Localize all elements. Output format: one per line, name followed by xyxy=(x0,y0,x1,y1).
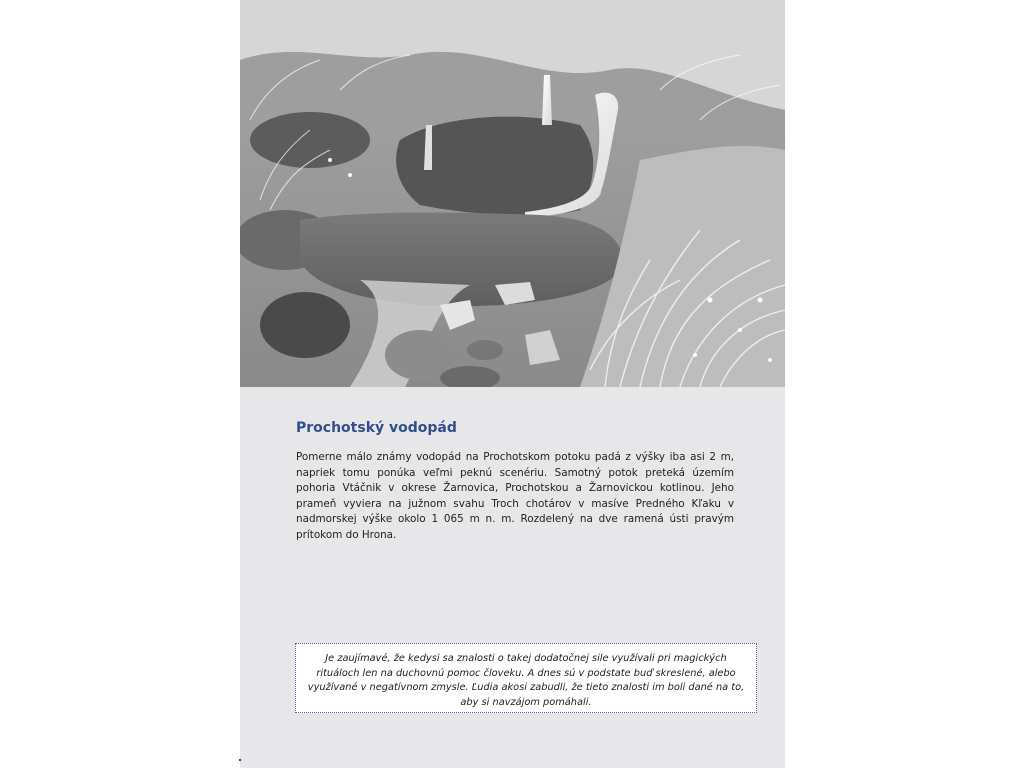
waterfall-photo xyxy=(240,0,785,387)
article-title: Prochotský vodopád xyxy=(296,420,457,436)
quote-box xyxy=(295,643,757,713)
article-content xyxy=(296,418,734,544)
article-paragraph: Pomerne málo známy vodopád na Prochotskom potoku padá z výšky iba asi 2 m, napriek tomu ponúka veľmi peknú scenériu. Samotný potok preteká územím pohoria Vtáčnik v okrese Žarnovica, Prochotskou a Žarnovickou kotlinou. Jeho prameň vyviera na južnom svahu Troch chotárov v masíve Predného Kľaku v nadmorskej výške okolo 1 065 m n. m. Rozdelený na dve ramená ústi pravým prítokom do Hrona. xyxy=(296,451,734,541)
quote-text: Je zaujímavé, že kedysi sa znalosti o takej dodatočnej sile využívali pri magických rituáloch len na duchovnú pomoc človeku. A dnes sú v podstate buď skreslené, alebo využívané v negatívnom zmysle. Ľudia akosi zabudli, že tieto znalosti im boli dané na to, aby si navzájom pomáhali. xyxy=(307,653,745,708)
document-page xyxy=(240,0,785,768)
page-corner-mark xyxy=(239,759,241,761)
